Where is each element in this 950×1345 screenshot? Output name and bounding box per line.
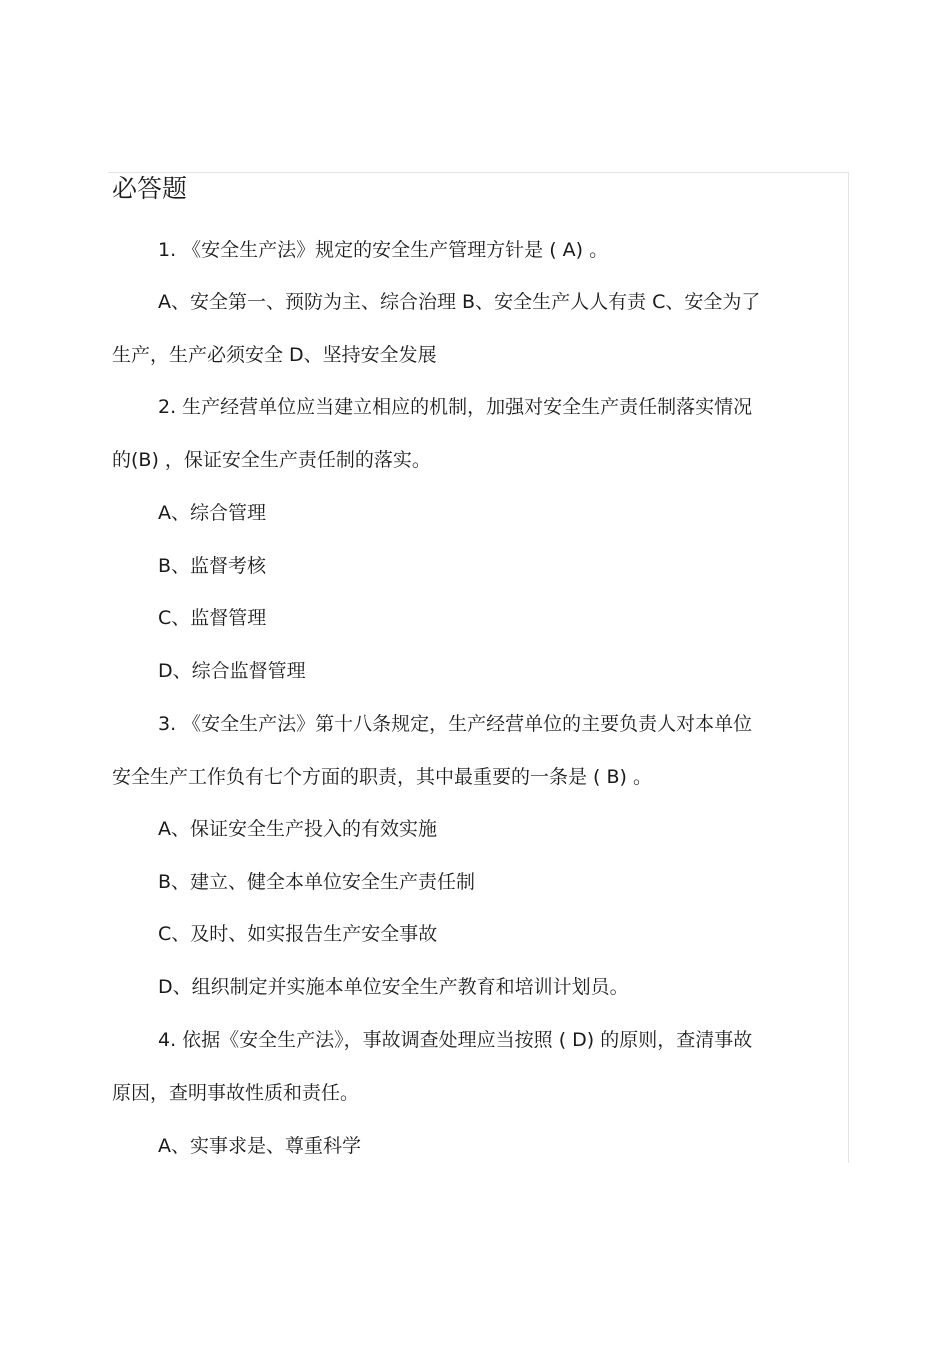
- question-3-option-a: A、保证安全生产投入的有效实施: [158, 818, 437, 840]
- page-title: 必答题: [112, 174, 188, 203]
- question-3-option-c: C、及时、如实报告生产安全事故: [158, 923, 438, 945]
- question-3-text-line-2: 安全生产工作负有七个方面的职责，其中最重要的一条是 ( B) 。: [112, 766, 652, 788]
- question-2-option-d: D、综合监督管理: [158, 660, 306, 682]
- question-3-text-line-1: 3. 《安全生产法》第十八条规定，生产经营单位的主要负责人对本单位: [158, 713, 753, 735]
- question-4-option-a: A、实事求是、尊重科学: [158, 1135, 361, 1157]
- question-4-text-line-2: 原因，查明事故性质和责任。: [112, 1082, 360, 1104]
- question-2-option-a: A、综合管理: [158, 502, 266, 524]
- question-3-option-d: D、组织制定并实施本单位安全生产教育和培训计划员。: [158, 976, 629, 998]
- question-3-option-b: B、建立、健全本单位安全生产责任制: [158, 871, 476, 893]
- question-2-option-c: C、监督管理: [158, 607, 267, 629]
- question-1-text: 1. 《安全生产法》规定的安全生产管理方针是 ( A) 。: [158, 239, 609, 261]
- question-4-text-line-1: 4. 依据《安全生产法》，事故调查处理应当按照 ( D) 的原则，查清事故: [158, 1029, 753, 1051]
- question-1-options-line-1: A、安全第一、预防为主、综合治理 B、安全生产人人有责 C、安全为了: [158, 291, 761, 313]
- question-2-option-b: B、监督考核: [158, 555, 267, 577]
- question-2-text-line-1: 2. 生产经营单位应当建立相应的机制，加强对安全生产责任制落实情况: [158, 396, 753, 418]
- question-2-text-line-2: 的(B) ，保证安全生产责任制的落实。: [112, 449, 431, 471]
- question-1-options-line-2: 生产，生产必须安全 D、坚持安全发展: [112, 344, 437, 366]
